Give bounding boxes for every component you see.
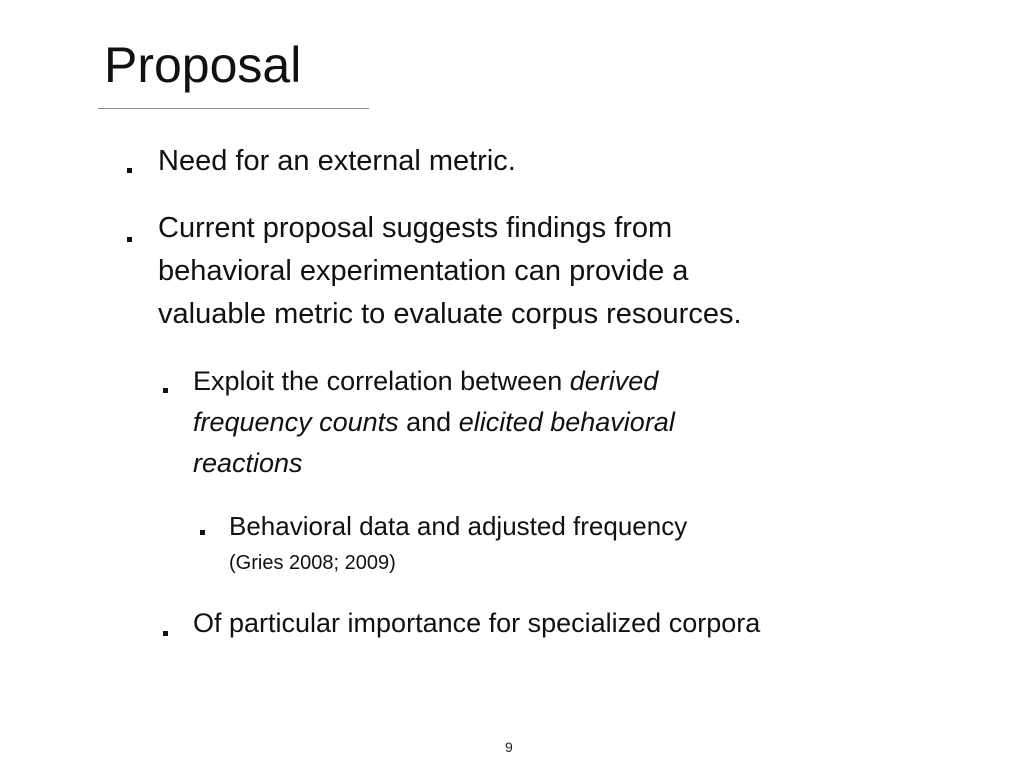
- bullet-text-2-1-italic-b: frequency counts: [193, 407, 399, 437]
- bullet-text-2-1-line-2: [193, 402, 675, 443]
- square-bullet-icon: [163, 388, 168, 393]
- bullet-text-2-line-2: behavioral experimentation can provide a: [158, 255, 689, 287]
- title-underline: [98, 108, 369, 109]
- bullet-text-2-line-1: Current proposal suggests findings from: [158, 212, 673, 244]
- bullet-text-1: Need for an external metric.: [158, 145, 516, 177]
- slide-title: Proposal: [104, 37, 302, 93]
- bullet-text-2-1-italic-a: derived: [569, 366, 659, 396]
- bullet-text-2-line-3: valuable metric to evaluate corpus resources.: [158, 298, 742, 330]
- square-bullet-icon: [163, 631, 168, 636]
- bullet-text-2-1-italic-c: elicited behavioral: [458, 407, 675, 437]
- bullet-text-2-1-line-1: [193, 361, 658, 402]
- bullet-text-2-2: Of particular importance for specialized corpora: [193, 608, 761, 638]
- citation-text: (Gries 2008; 2009): [229, 552, 396, 574]
- bullet-text-2-1-line-3: reactions: [193, 448, 303, 478]
- bullet-text-2-1-1-line-1: Behavioral data and adjusted frequency: [229, 511, 688, 541]
- square-bullet-icon: [127, 237, 132, 242]
- page-number: 9: [505, 739, 513, 755]
- bullet-text-2-1-plain-b: and: [398, 407, 459, 437]
- bullet-text-2-1-plain-a: Exploit the correlation between: [193, 366, 570, 396]
- square-bullet-icon: [200, 530, 205, 535]
- square-bullet-icon: [127, 168, 132, 173]
